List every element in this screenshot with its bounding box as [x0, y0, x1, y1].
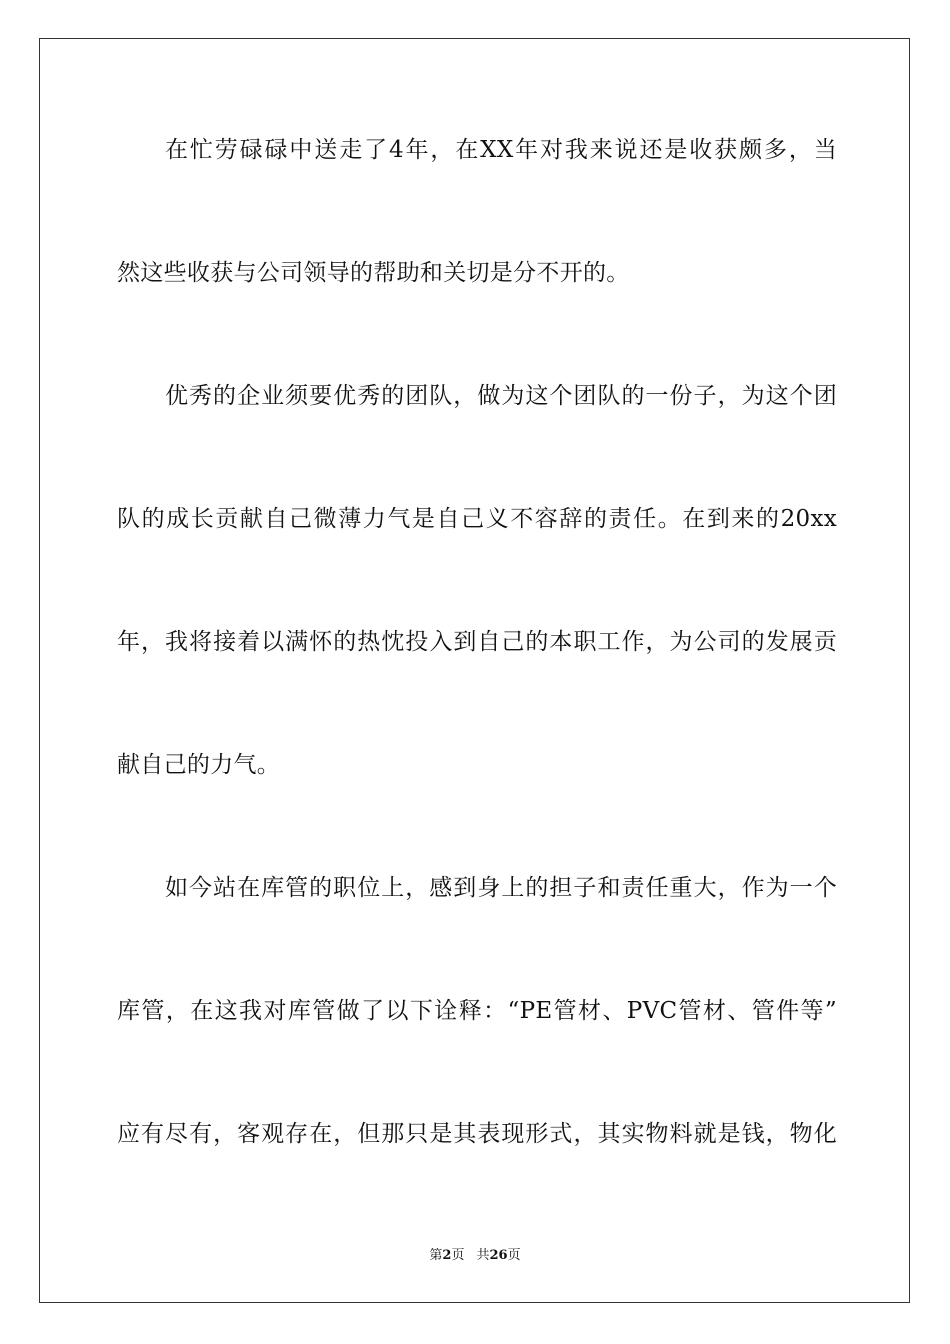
total-prefix: 共: [476, 1248, 490, 1263]
paragraph-2-line-2: 队的成长贡献自己微薄力气是自己义不容辞的责任。在到来的20xx: [117, 506, 837, 532]
paragraph-3-line-2: 库管，在这我对库管做了以下诠释：“PE管材、PVC管材、管件等”: [117, 998, 837, 1024]
page-border: [39, 38, 910, 1303]
paragraph-2-line-4: 献自己的力气。: [117, 752, 281, 778]
page-current: 2: [442, 1248, 452, 1263]
paragraph-3-line-1: 如今站在库管的职位上，感到身上的担子和责任重大，作为一个: [165, 875, 837, 901]
paragraph-3-line-3: 应有尽有，客观存在，但那只是其表现形式，其实物料就是钱，物化: [117, 1121, 837, 1147]
page-prefix: 第: [429, 1248, 443, 1263]
page-total: 26: [489, 1248, 508, 1263]
total-suffix: 页: [507, 1248, 521, 1263]
page-footer: [0, 1247, 950, 1265]
paragraph-2-line-1: 优秀的企业须要优秀的团队，做为这个团队的一份子，为这个团: [165, 383, 837, 409]
paragraph-1-line-1: 在忙劳碌碌中送走了4年，在XX年对我来说还是收获颇多，当: [165, 137, 837, 163]
paragraph-1-line-2: 然这些收获与公司领导的帮助和关切是分不开的。: [117, 260, 630, 286]
paragraph-2-line-3: 年，我将接着以满怀的热忱投入到自己的本职工作，为公司的发展贡: [117, 629, 837, 655]
page-suffix: 页: [451, 1248, 465, 1263]
